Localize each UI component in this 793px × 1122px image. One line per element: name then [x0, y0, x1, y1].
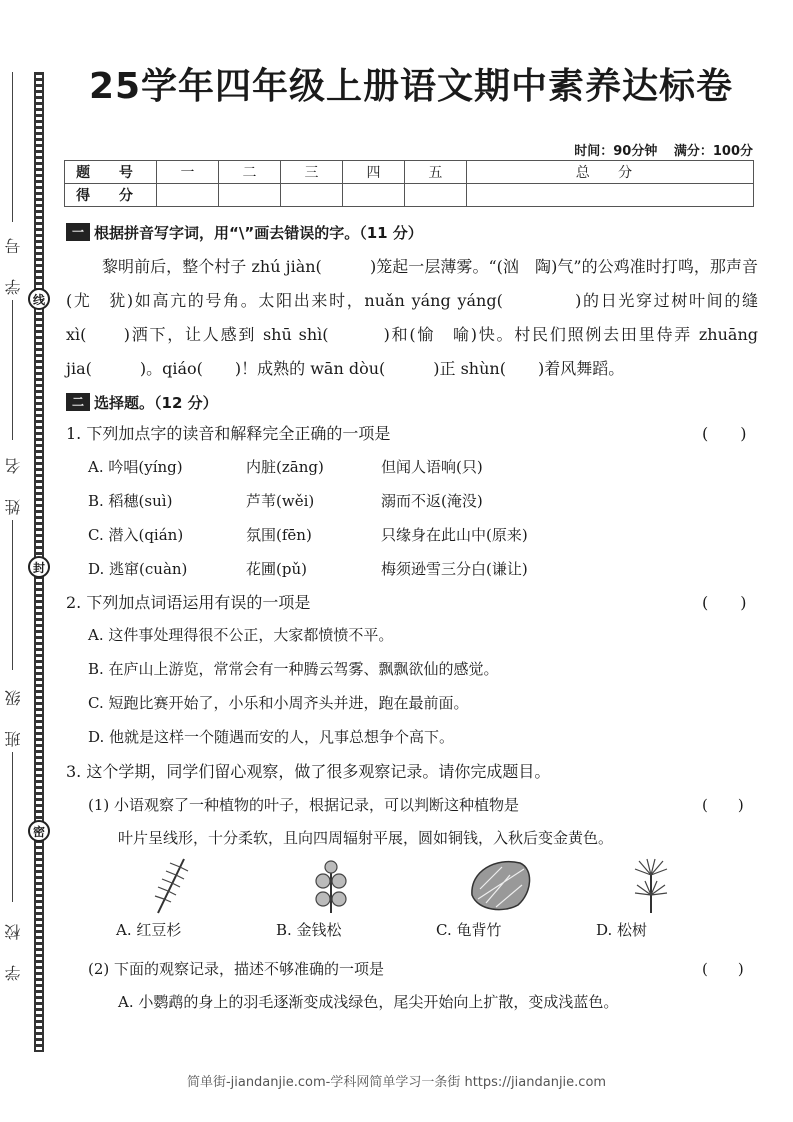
page-title: 25学年四年级上册语文期中素养达标卷: [88, 66, 734, 107]
sub-question-stem: (1) 小语观察了一种植物的叶子，根据记录，可以判断这种植物是: [88, 795, 520, 814]
binding-label-school: 学 校: [4, 914, 23, 982]
golden-larch-icon: [306, 855, 356, 915]
section-number: 一: [66, 223, 90, 241]
option-item: 芦苇(wěi): [246, 491, 315, 510]
option-line: A. 这件事处理得很不公正，大家都愤愤不平。: [88, 626, 394, 644]
answer-bracket[interactable]: ( ): [702, 795, 744, 814]
score-header-cell: 四: [342, 161, 404, 184]
binding-margin: [0, 0, 56, 1122]
page-footer: 简单街-jiandanjie.com-学科网简单学习一条街 https://jiandanjie.com: [186, 1075, 607, 1090]
binding-label-name: 姓 名: [4, 448, 23, 516]
option-item: 花圃(pǔ): [246, 559, 307, 578]
question-stem: 2. 下列加点词语运用有误的一项是: [66, 593, 311, 612]
score-cell[interactable]: [280, 184, 342, 207]
plant-option-c[interactable]: [436, 855, 596, 951]
section-title: 选择题。（12 分）: [94, 393, 218, 412]
score-row-label: 得 分: [65, 184, 157, 207]
score-table: [64, 160, 754, 207]
option-item: A. 吟唱(yíng): [88, 457, 183, 476]
score-table-header-row: [65, 161, 754, 184]
option-line: C. 短跑比赛开始了，小乐和小周齐头并进，跑在最前面。: [88, 694, 469, 712]
score-header-cell: 二: [218, 161, 280, 184]
option-item: 但闻人语响(只): [381, 457, 483, 476]
question-3: [66, 754, 758, 787]
binding-line: [12, 300, 13, 440]
option-item: C. 潜入(qián): [88, 525, 184, 544]
option-row: [66, 449, 758, 483]
question-stem: 1. 下列加点字的读音和解释完全正确的一项是: [66, 424, 391, 443]
time-limit: 时间：90分钟: [574, 144, 658, 159]
score-cell[interactable]: [342, 184, 404, 207]
pine-icon: [626, 855, 676, 915]
sub-question-2: [66, 951, 758, 985]
binding-circle-line: 线: [28, 288, 50, 310]
score-header-cell: 一: [157, 161, 219, 184]
binding-circle-seal: 封: [28, 556, 50, 578]
option-item: 氛围(fēn): [246, 525, 312, 544]
score-cell[interactable]: [466, 184, 753, 207]
section-heading: [66, 388, 758, 416]
yew-icon: [146, 855, 196, 915]
pinyin-paragraph: 黎明前后，整个村子 zhú jiàn( )笼起一层薄雾。“(汹 陶)气”的公鸡准时打鸣，那声音(尤 犹)如高亢的号角。太阳出来时，nuǎn yáng yáng( )的日光穿过树叶间的缝 xì( )洒下，让人感到 shū shì( )和(愉 喻)快。村民们照例去田里侍弄 zhuāng jia( )。qiáo( )！成熟的 wān dòu( )正 shùn( )着风舞蹈。: [66, 257, 758, 378]
time-info: [574, 140, 753, 159]
full-score: 满分：100分: [673, 144, 753, 159]
option-item: 溺而不返(淹没): [381, 491, 483, 510]
option-row: [66, 517, 758, 551]
binding-label-class: 班 级: [4, 680, 23, 748]
plant-label: B. 金钱松: [276, 921, 342, 939]
option-line: A. 小鹦鹉的身上的羽毛逐渐变成浅绿色，尾尖开始向上扩散，变成浅蓝色。: [118, 993, 619, 1011]
section-number: 二: [66, 393, 90, 411]
answer-bracket[interactable]: ( ): [702, 593, 747, 612]
score-table-score-row: [65, 184, 754, 207]
option-line: B. 在庐山上游览，常常会有一种腾云驾雾、飘飘欲仙的感觉。: [88, 660, 499, 678]
exam-content: [66, 218, 758, 1019]
answer-bracket[interactable]: ( ): [702, 424, 747, 443]
section-title: 根据拼音写字词，用“\”画去错误的字。（11 分）: [94, 223, 423, 242]
binding-line: [12, 72, 13, 222]
option-item: 内脏(zāng): [246, 457, 324, 476]
plant-label: C. 龟背竹: [436, 921, 502, 939]
binding-line: [12, 752, 13, 902]
score-cell[interactable]: [157, 184, 219, 207]
question-stem: 3. 这个学期，同学们留心观察，做了很多观察记录。请你完成题目。: [66, 762, 551, 781]
binding-label-id: 学 号: [4, 228, 23, 296]
sub-question-stem: (2) 下面的观察记录，描述不够准确的一项是: [88, 959, 385, 978]
question-2: [66, 585, 758, 618]
plant-label: D. 松树: [596, 921, 648, 939]
option-item: D. 逃窜(cuàn): [88, 559, 188, 578]
observation-description: 叶片呈线形，十分柔软，且向四周辐射平展，圆如铜钱，入秋后变金黄色。: [118, 829, 614, 847]
section-heading: [66, 218, 758, 246]
score-cell[interactable]: [218, 184, 280, 207]
option-item: 梅须逊雪三分白(谦让): [381, 559, 528, 578]
monstera-leaf-icon: [466, 855, 536, 915]
sub-question-1: [66, 787, 758, 821]
plant-option-b[interactable]: [276, 855, 436, 951]
option-item: B. 稻穗(suì): [88, 491, 173, 510]
option-line: D. 他就是这样一个随遇而安的人，凡事总想争个高下。: [88, 728, 455, 746]
score-cell[interactable]: [404, 184, 466, 207]
score-header-cell: 题 号: [65, 161, 157, 184]
question-1: [66, 416, 758, 449]
score-header-cell: 总 分: [466, 161, 753, 184]
plant-label: A. 红豆杉: [116, 921, 182, 939]
option-row: [66, 551, 758, 585]
score-header-cell: 三: [280, 161, 342, 184]
score-header-cell: 五: [404, 161, 466, 184]
binding-line: [12, 520, 13, 670]
plant-options: [66, 855, 758, 951]
binding-circle-secret: 密: [28, 820, 50, 842]
option-item: 只缘身在此山中(原来): [381, 525, 528, 544]
plant-option-a[interactable]: [116, 855, 276, 951]
option-row: [66, 483, 758, 517]
answer-bracket[interactable]: ( ): [702, 959, 744, 978]
plant-option-d[interactable]: [596, 855, 756, 951]
